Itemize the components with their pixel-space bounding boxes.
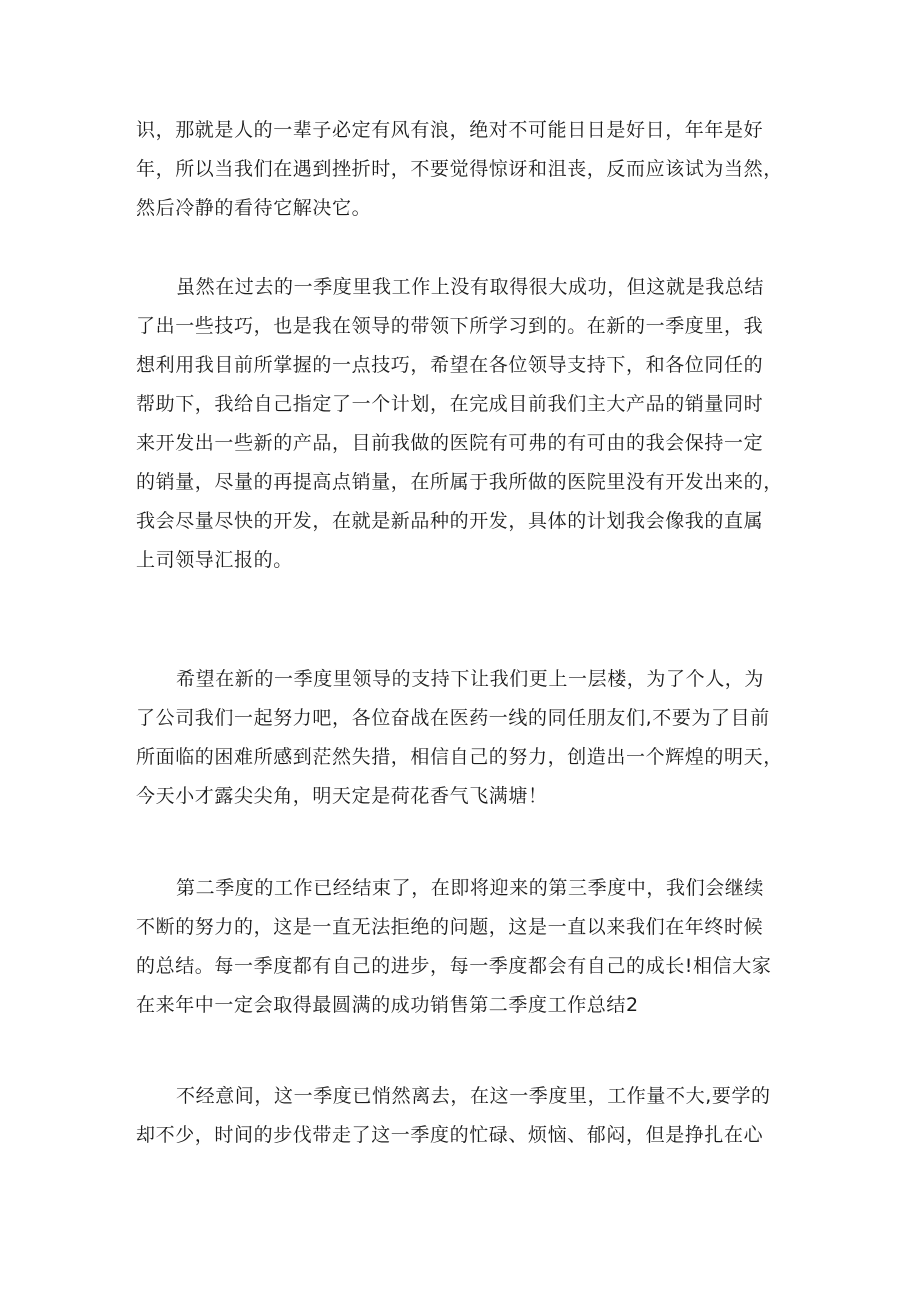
paragraph-line: 我会尽量尽快的开发，在就是新品种的开发，具体的计划我会像我的直属 <box>136 510 764 532</box>
paragraph-line: 虽然在过去的一季度里我工作上没有取得很大成功，但这就是我总结 <box>176 276 765 298</box>
paragraph-5 <box>136 1077 796 1155</box>
paragraph-line: 不经意间，这一季度已悄然离去，在这一季度里，工作量不大,要学的 <box>176 1085 771 1107</box>
paragraph-line: 的销量，尽量的再提高点销量，在所属于我所做的医院里没有开发出来的， <box>136 471 783 493</box>
paragraph-line: 的总结。每一季度都有自己的进步，每一季度都会有自己的成长!相信大家 <box>136 955 772 977</box>
paragraph-line: 想利用我目前所掌握的一点技巧，希望在各位领导支持下，和各位同任的 <box>136 354 764 376</box>
paragraph-line: 帮助下，我给自己指定了一个计划，在完成目前我们主大产品的销量同时 <box>136 393 764 415</box>
paragraph-line: 所面临的困难所感到茫然失措，相信自己的努力，创造出一个辉煌的明天， <box>136 746 783 768</box>
paragraph-line: 第二季度的工作已经结束了，在即将迎来的第三季度中，我们会继续 <box>176 877 765 899</box>
paragraph-1 <box>136 111 796 228</box>
paragraph-line: 希望在新的一季度里领导的支持下让我们更上一层楼，为了个人，为 <box>176 668 765 690</box>
paragraph-line: 不断的努力的，这是一直无法拒绝的问题，这是一直以来我们在年终时候 <box>136 916 764 938</box>
paragraph-line: 今天小才露尖尖角，明天定是荷花香气飞满塘！ <box>136 785 548 807</box>
paragraph-line: 然后冷静的看待它解决它。 <box>136 197 372 219</box>
paragraph-line: 了出一些技巧，也是我在领导的带领下所学习到的。在新的一季度里，我 <box>136 315 764 337</box>
paragraph-line: 在来年中一定会取得最圆满的成功销售第二季度工作总结2 <box>136 994 639 1016</box>
paragraph-3 <box>136 660 796 816</box>
paragraph-line: 来开发出一些新的产品，目前我做的医院有可弗的有可由的我会保持一定 <box>136 432 764 454</box>
paragraph-line: 上司领导汇报的。 <box>136 549 293 571</box>
paragraph-line: 识，那就是人的一辈子必定有风有浪，绝对不可能日日是好日，年年是好 <box>136 119 764 141</box>
paragraph-4 <box>136 869 796 1025</box>
paragraph-line: 了公司我们一起努力吧，各位奋战在医药一线的同任朋友们,不要为了目前 <box>136 707 770 729</box>
paragraph-line: 却不少，时间的步伐带走了这一季度的忙碌、烦恼、郁闷，但是挣扎在心 <box>136 1124 764 1146</box>
paragraph-line: 年，所以当我们在遇到挫折时，不要觉得惊讶和沮丧，反而应该试为当然， <box>136 158 783 180</box>
paragraph-2 <box>136 268 796 580</box>
